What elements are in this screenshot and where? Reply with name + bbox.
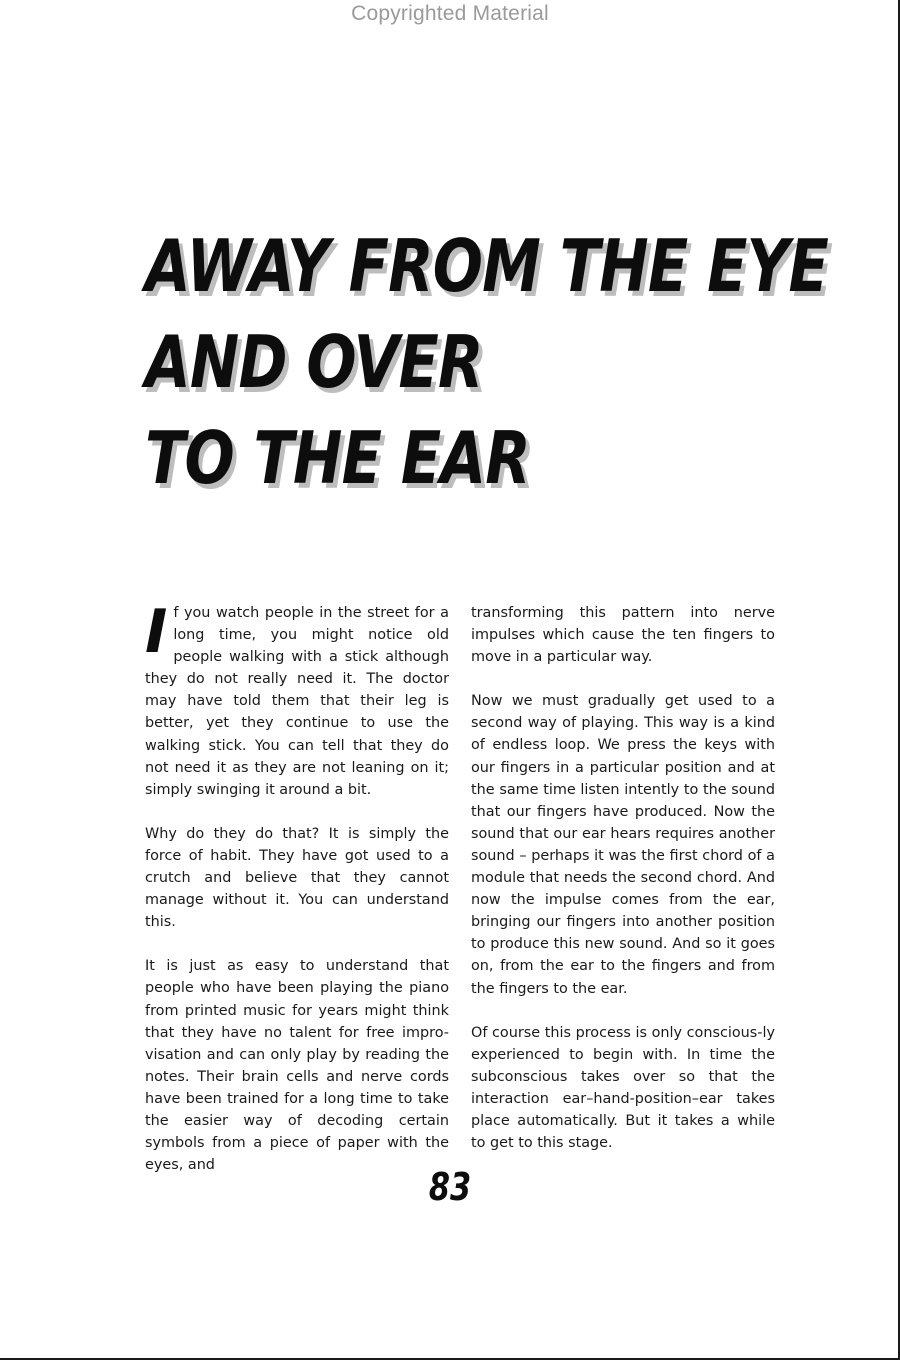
left-text-column: [145, 597, 449, 1198]
paragraph: Why do they do that? It is simply the force of habit. They have got used to a crutch and believe that they cannot manage without it. You can understand this.: [145, 825, 449, 931]
chapter-title: [145, 218, 828, 506]
drop-cap: I: [145, 597, 168, 667]
paragraph: Of course this process is only conscious-ly experienced to begin with. In time the subconscious takes over so that the interaction ear–hand-position–ear takes place automatically. But it takes a while to get to this stage.: [471, 1024, 775, 1152]
chapter-title-line-2: AND OVER: [145, 320, 483, 404]
paragraph: Now we must gradually get used to a second way of playing. This way is a kind of endless loop. We press the keys with our fingers in a particular position and at the same time listen intently to the sound that our fingers have produced. Now the sound that our ear hears requires another sound – perhaps it was the first chord of a module that needs the second chord. And now the impulse comes from the ear, bringing our fingers into another position to produce this new sound. And so it goes on, from the ear to the fingers and from the fingers to the ear.: [471, 693, 775, 997]
chapter-title-line-1: AWAY FROM THE EYE: [145, 224, 829, 308]
paragraph: [145, 597, 449, 801]
chapter-title-line-3: TO THE EAR: [145, 416, 530, 500]
copyright-watermark: Copyrighted Material: [351, 2, 549, 25]
right-text-column: [471, 602, 775, 1176]
paragraph-text: f you watch people in the street for a long time, you might notice old people walking with a stick although they do not really need it. The doctor may have told them that their leg is better, yet they continue to use the walking stick. You can tell that they do not need it as they are not leaning on it; simply swinging it around a bit.: [145, 605, 449, 798]
paragraph: transforming this pattern into nerve impulses which cause the ten fingers to move in a particular way.: [471, 605, 775, 666]
page-number: 83: [428, 1165, 472, 1209]
paragraph: It is just as easy to understand that people who have been playing the piano from printed music for years might think that they have no talent for free impro-visation and can only play by reading the notes. Their brain cells and nerve cords have been trained for a long time to take the easier way of decoding certain symbols from a piece of paper with the eyes, and: [145, 958, 449, 1174]
